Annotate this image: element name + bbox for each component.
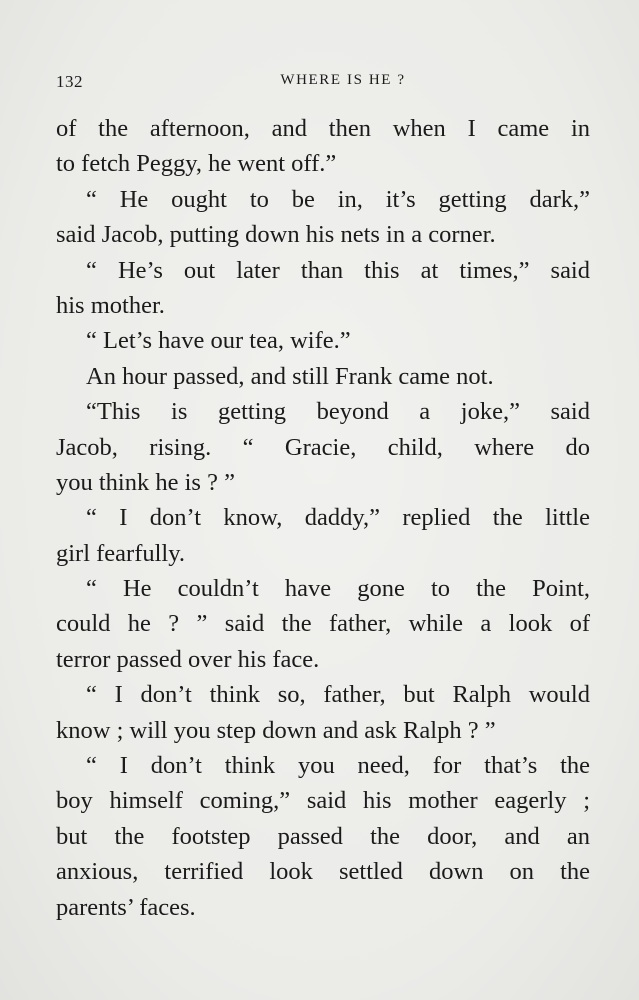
text-line: of the afternoon, and then when I came in — [56, 115, 590, 142]
text-line: but the footstep passed the door, and an — [56, 822, 590, 850]
text-line: boy himself coming,” said his mother eagerly ; — [56, 787, 590, 815]
text-line: to fetch Peggy, he went off.” — [56, 150, 337, 178]
text-line: “ Let’s have our tea, wife.” — [86, 327, 351, 355]
page-number: 132 — [56, 72, 83, 91]
text-line: An hour passed, and still Frank came not. — [86, 362, 494, 390]
text-line: could he ? ” said the father, while a look of — [56, 610, 590, 638]
text-line: “ He’s out later than this at times,” said — [86, 256, 590, 284]
text-line: Jacob, rising. “ Gracie, child, where do — [56, 433, 590, 461]
text-line: “ I don’t think so, father, but Ralph would — [86, 681, 590, 709]
text-line: his mother. — [56, 291, 165, 319]
body-text — [56, 111, 590, 925]
text-line: anxious, terrified look settled down on the — [56, 858, 590, 886]
text-line: parents’ faces. — [56, 893, 196, 921]
text-line: “ He ought to be in, it’s getting dark,” — [86, 185, 590, 213]
text-line: know ; will you step down and ask Ralph ? ” — [56, 716, 496, 744]
text-line: “ I don’t think you need, for that’s the — [86, 752, 590, 780]
page-header — [56, 72, 590, 96]
text-line: girl fearfully. — [56, 539, 186, 567]
text-line: terror passed over his face. — [56, 645, 320, 673]
text-line: “ He couldn’t have gone to the Point, — [86, 575, 590, 603]
text-line: “ I don’t know, daddy,” replied the little — [86, 504, 590, 532]
text-line: “This is getting beyond a joke,” said — [86, 398, 590, 426]
text-line: you think he is ? ” — [56, 468, 235, 496]
text-line: said Jacob, putting down his nets in a corner. — [56, 221, 496, 249]
running-title: WHERE IS HE ? — [280, 72, 406, 88]
